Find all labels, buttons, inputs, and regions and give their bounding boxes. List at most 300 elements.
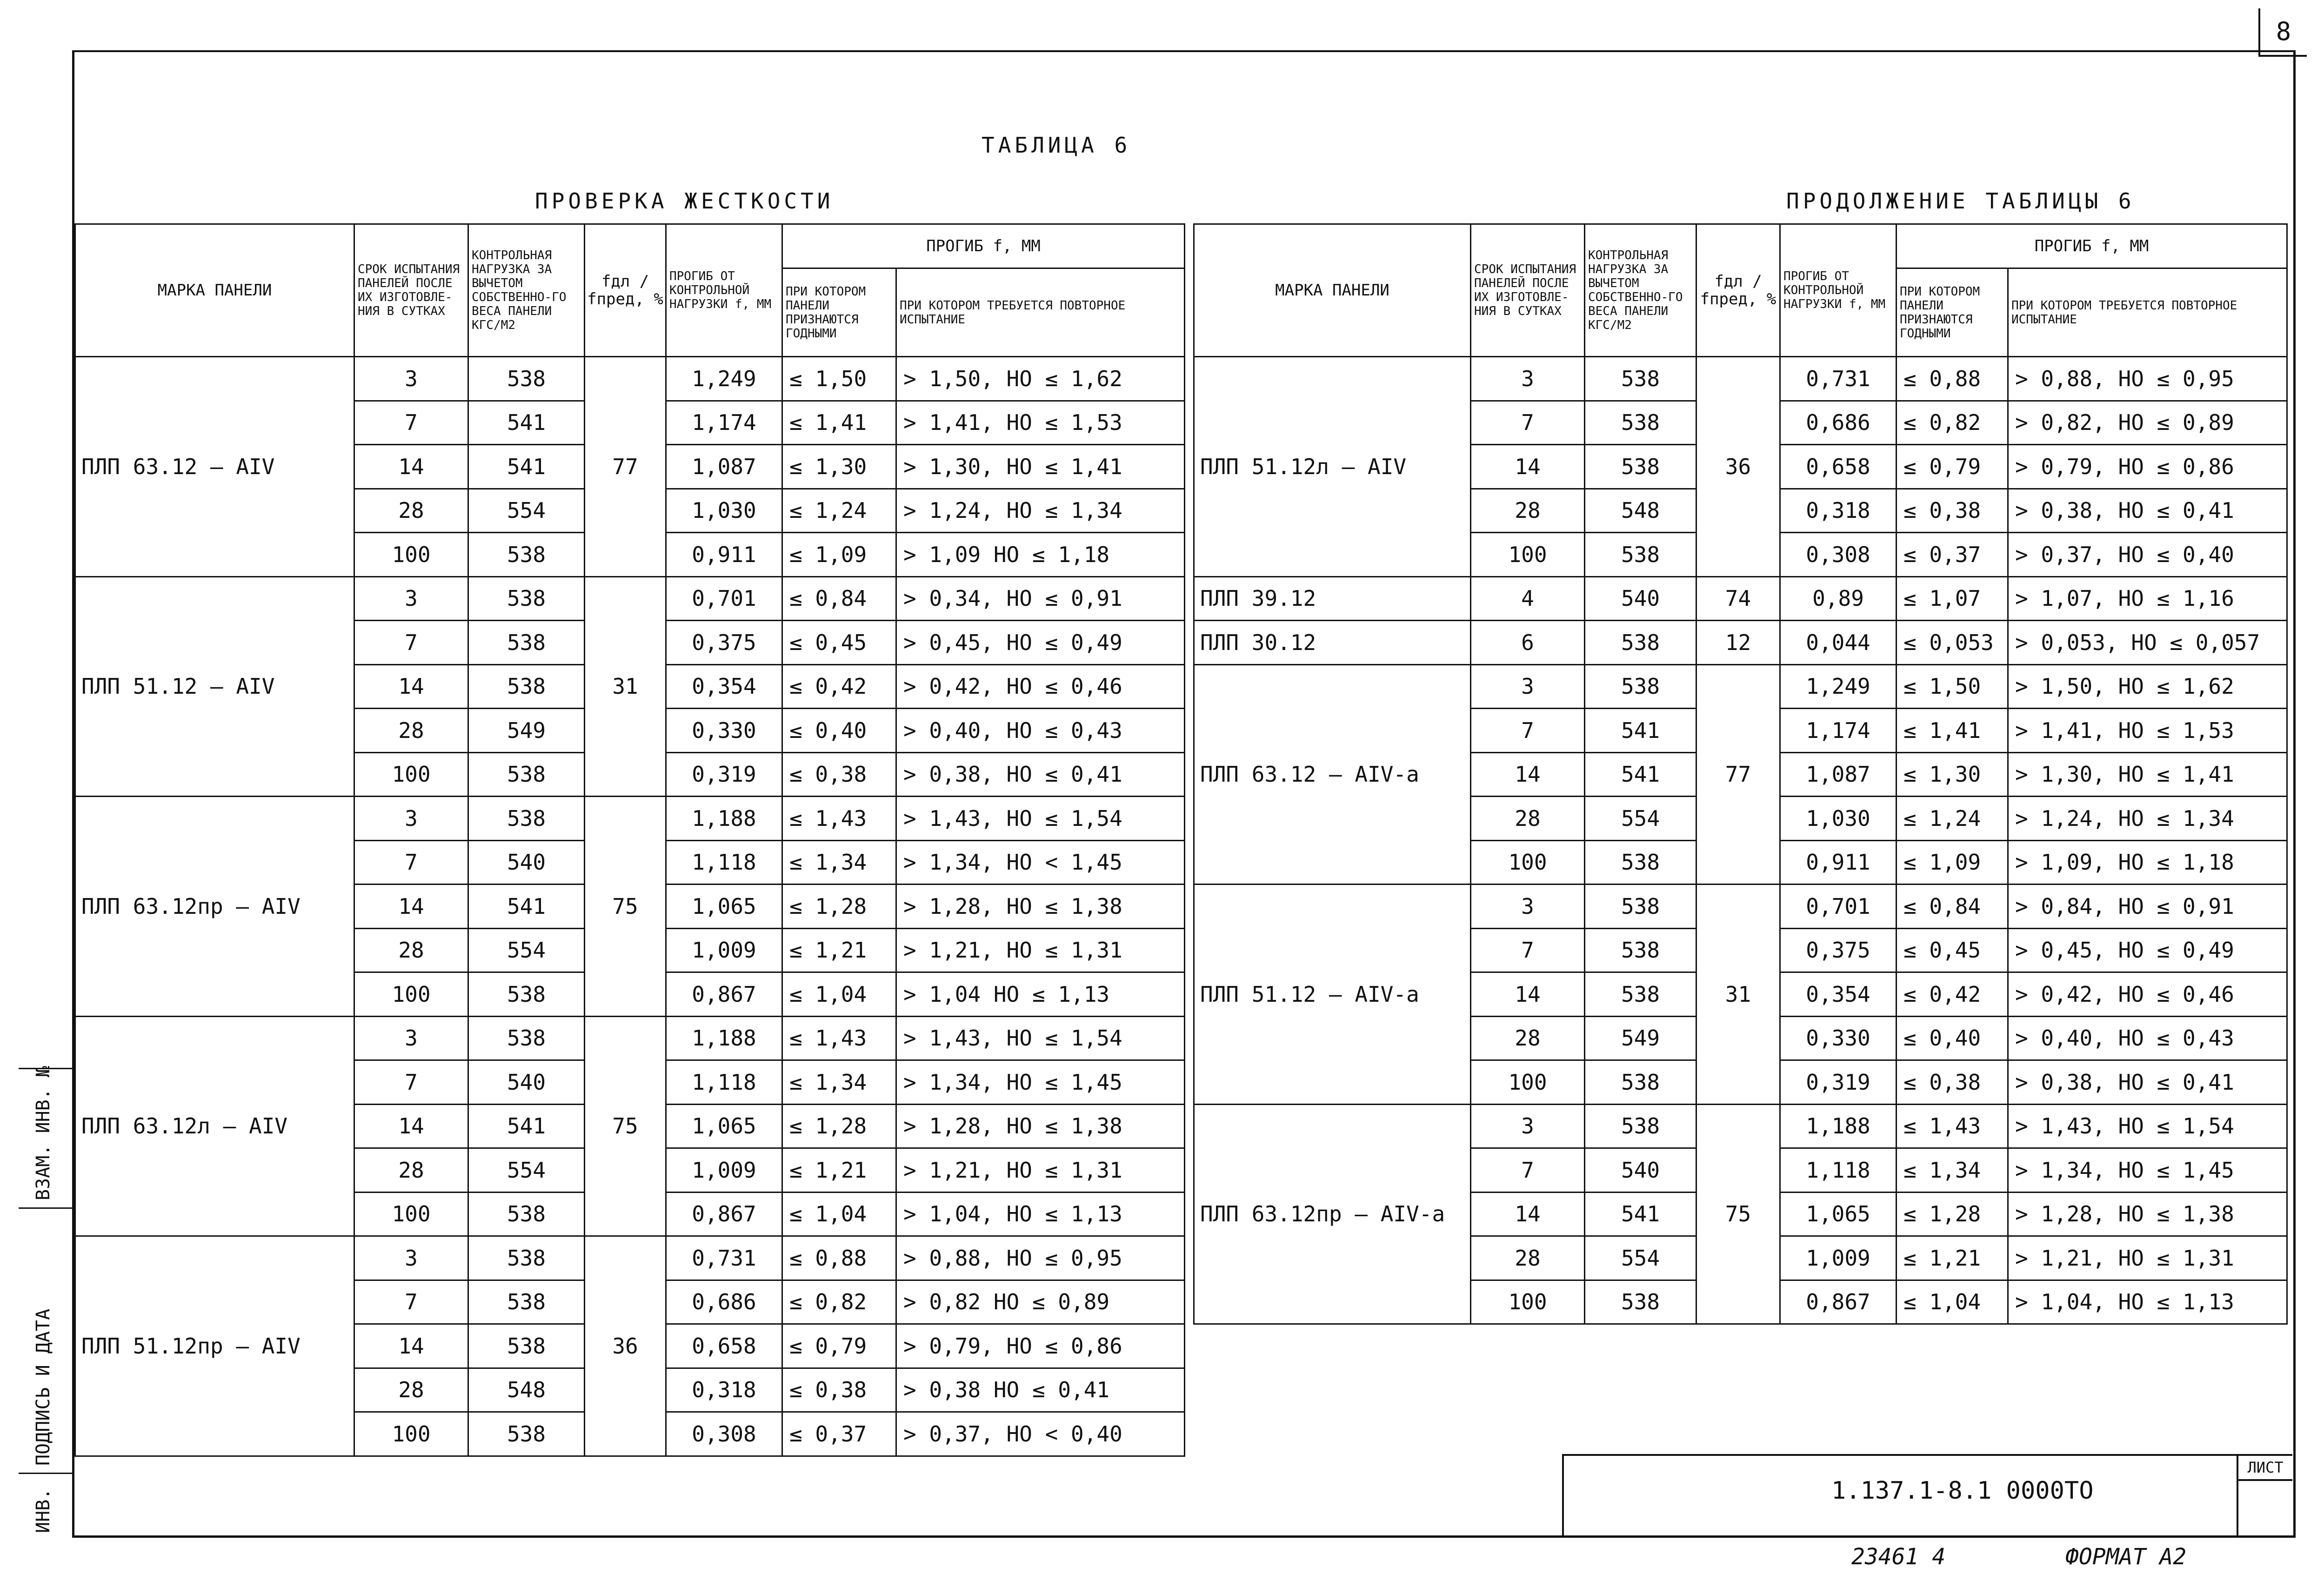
control-deflection-cell: 1,188 — [666, 1016, 782, 1060]
fit-cell: ≤ 1,07 — [1897, 576, 2008, 621]
load-cell: 538 — [1585, 1280, 1696, 1324]
control-deflection-cell: 0,319 — [1780, 1060, 1897, 1105]
control-deflection-cell: 1,118 — [1780, 1148, 1897, 1193]
control-deflection-cell: 1,065 — [666, 884, 782, 929]
retest-cell: > 1,04, НО ≤ 1,13 — [2008, 1280, 2287, 1324]
fit-cell: ≤ 0,38 — [782, 1368, 896, 1412]
r-header-mark: МАРКА ПАНЕЛИ — [1194, 224, 1471, 357]
ratio-cell: 75 — [585, 1016, 666, 1236]
load-cell: 538 — [1585, 664, 1696, 709]
retest-cell: > 0,37, НО ≤ 0,40 — [2008, 533, 2287, 577]
retest-cell: > 0,42, НО ≤ 0,46 — [896, 664, 1185, 709]
term-cell: 28 — [354, 489, 468, 533]
ratio-cell: 74 — [1696, 576, 1780, 621]
header-load: КОНТРОЛЬНАЯ НАГРУЗКА ЗА ВЫЧЕТОМ СОБСТВЕННО-ГО ВЕСА ПАНЕЛИ КГС/М2 — [468, 224, 585, 357]
load-cell: 548 — [468, 1368, 585, 1412]
retest-cell: > 0,88, НО ≤ 0,95 — [896, 1236, 1185, 1280]
term-cell: 28 — [354, 1148, 468, 1193]
retest-cell: > 0,34, НО ≤ 0,91 — [896, 576, 1185, 621]
fit-cell: ≤ 1,41 — [782, 401, 896, 445]
load-cell: 538 — [468, 1236, 585, 1280]
left-table-title: ПРОВЕРКА ЖЕСТКОСТИ — [535, 188, 834, 214]
fit-cell: ≤ 1,34 — [782, 840, 896, 884]
control-deflection-cell: 0,911 — [666, 533, 782, 577]
term-cell: 3 — [1471, 884, 1585, 929]
fit-cell: ≤ 0,38 — [1897, 489, 2008, 533]
retest-cell: > 1,04 НО ≤ 1,13 — [896, 972, 1185, 1017]
ratio-cell: 77 — [1696, 664, 1780, 884]
right-table-title: ПРОДОЛЖЕНИЕ ТАБЛИЦЫ 6 — [1786, 188, 2135, 214]
load-cell: 538 — [1585, 445, 1696, 489]
retest-cell: > 0,84, НО ≤ 0,91 — [2008, 884, 2287, 929]
control-deflection-cell: 1,009 — [1780, 1236, 1897, 1280]
retest-cell: > 0,45, НО ≤ 0,49 — [2008, 928, 2287, 972]
control-deflection-cell: 1,065 — [666, 1104, 782, 1148]
retest-cell: > 1,34, НО < 1,45 — [896, 840, 1185, 884]
load-cell: 538 — [468, 1192, 585, 1236]
term-cell: 100 — [354, 972, 468, 1017]
ratio-cell: 31 — [1696, 884, 1780, 1105]
retest-cell: > 0,42, НО ≤ 0,46 — [2008, 972, 2287, 1017]
control-deflection-cell: 1,087 — [666, 445, 782, 489]
load-cell: 538 — [468, 972, 585, 1017]
load-cell: 538 — [468, 664, 585, 709]
ratio-cell: 77 — [585, 357, 666, 577]
load-cell: 538 — [1585, 533, 1696, 577]
control-deflection-cell: 0,731 — [666, 1236, 782, 1280]
load-cell: 541 — [468, 401, 585, 445]
control-deflection-cell: 1,009 — [666, 1148, 782, 1193]
retest-cell: > 1,41, НО ≤ 1,53 — [2008, 709, 2287, 753]
control-deflection-cell: 0,044 — [1780, 621, 1897, 665]
fit-cell: ≤ 1,43 — [1897, 1104, 2008, 1148]
fit-cell: ≤ 1,50 — [782, 357, 896, 401]
fit-cell: ≤ 0,82 — [1897, 401, 2008, 445]
r-header-load: КОНТРОЛЬНАЯ НАГРУЗКА ЗА ВЫЧЕТОМ СОБСТВЕННО-ГО ВЕСА ПАНЕЛИ КГС/М2 — [1585, 224, 1696, 357]
term-cell: 100 — [354, 1192, 468, 1236]
fit-cell: ≤ 0,79 — [1897, 445, 2008, 489]
panel-mark: ПЛП 63.12пр — АIV-а — [1194, 1104, 1471, 1324]
load-cell: 538 — [1585, 357, 1696, 401]
header-term: СРОК ИСПЫТАНИЯ ПАНЕЛЕЙ ПОСЛЕ ИХ ИЗГОТОВЛЕ-НИЯ В СУТКАХ — [354, 224, 468, 357]
ratio-cell: 31 — [585, 576, 666, 797]
retest-cell: > 1,04, НО ≤ 1,13 — [896, 1192, 1185, 1236]
header-fit: ПРИ КОТОРОМ ПАНЕЛИ ПРИЗНАЮТСЯ ГОДНЫМИ — [782, 268, 896, 357]
term-cell: 4 — [1471, 576, 1585, 621]
control-deflection-cell: 0,911 — [1780, 840, 1897, 884]
control-deflection-cell: 0,867 — [666, 1192, 782, 1236]
fit-cell: ≤ 0,88 — [1897, 357, 2008, 401]
control-deflection-cell: 0,867 — [1780, 1280, 1897, 1324]
fit-cell: ≤ 1,43 — [782, 1016, 896, 1060]
retest-cell: > 1,21, НО ≤ 1,31 — [2008, 1236, 2287, 1280]
bottom-border — [72, 1535, 2296, 1538]
r-header-retest: ПРИ КОТОРОМ ТРЕБУЕТСЯ ПОВТОРНОЕ ИСПЫТАНИЕ — [2008, 268, 2287, 357]
term-cell: 7 — [354, 840, 468, 884]
control-deflection-cell: 1,030 — [1780, 797, 1897, 841]
control-deflection-cell: 1,249 — [666, 357, 782, 401]
panel-mark: ПЛП 39.12 — [1194, 576, 1471, 621]
term-cell: 28 — [1471, 489, 1585, 533]
strip-replace-label: ВЗАМ. ИНВ. № — [33, 1066, 54, 1200]
retest-cell: > 1,24, НО ≤ 1,34 — [2008, 797, 2287, 841]
term-cell: 100 — [1471, 533, 1585, 577]
term-cell: 7 — [1471, 1148, 1585, 1193]
retest-cell: > 0,88, НО ≤ 0,95 — [2008, 357, 2287, 401]
control-deflection-cell: 1,188 — [1780, 1104, 1897, 1148]
fit-cell: ≤ 1,28 — [782, 884, 896, 929]
load-cell: 554 — [468, 489, 585, 533]
load-cell: 541 — [468, 445, 585, 489]
load-cell: 538 — [1585, 972, 1696, 1017]
load-cell: 538 — [1585, 840, 1696, 884]
retest-cell: > 1,21, НО ≤ 1,31 — [896, 1148, 1185, 1193]
r-header-control: ПРОГИБ ОТ КОНТРОЛЬНОЙ НАГРУЗКИ f, ММ — [1780, 224, 1897, 357]
term-cell: 14 — [1471, 752, 1585, 797]
term-cell: 28 — [1471, 1016, 1585, 1060]
control-deflection-cell: 0,330 — [1780, 1016, 1897, 1060]
term-cell: 14 — [354, 884, 468, 929]
load-cell: 540 — [468, 840, 585, 884]
load-cell: 554 — [468, 928, 585, 972]
retest-cell: > 0,38 НО ≤ 0,41 — [896, 1368, 1185, 1412]
load-cell: 540 — [1585, 576, 1696, 621]
load-cell: 554 — [1585, 1236, 1696, 1280]
control-deflection-cell: 0,658 — [1780, 445, 1897, 489]
ratio-cell: 36 — [1696, 357, 1780, 577]
load-cell: 538 — [1585, 401, 1696, 445]
retest-cell: > 0,82, НО ≤ 0,89 — [2008, 401, 2287, 445]
retest-cell: > 1,21, НО ≤ 1,31 — [896, 928, 1185, 972]
fit-cell: ≤ 1,09 — [1897, 840, 2008, 884]
table-caption: ТАБЛИЦА 6 — [982, 133, 1131, 158]
term-cell: 3 — [354, 1016, 468, 1060]
term-cell: 100 — [354, 533, 468, 577]
fit-cell: ≤ 1,24 — [782, 489, 896, 533]
term-cell: 100 — [354, 752, 468, 797]
inventory-number: 23461 4 — [1851, 1544, 1946, 1570]
header-deflection: ПРОГИБ f, ММ — [782, 224, 1185, 268]
load-cell: 538 — [468, 1324, 585, 1368]
strip-divider — [19, 1473, 72, 1474]
term-cell: 28 — [354, 709, 468, 753]
control-deflection-cell: 0,658 — [666, 1324, 782, 1368]
fit-cell: ≤ 1,50 — [1897, 664, 2008, 709]
load-cell: 538 — [468, 1016, 585, 1060]
panel-mark: ПЛП 51.12 — АIV-а — [1194, 884, 1471, 1105]
table-row — [75, 576, 1185, 621]
fit-cell: ≤ 0,84 — [782, 576, 896, 621]
ratio-cell: 75 — [585, 797, 666, 1017]
term-cell: 3 — [354, 1236, 468, 1280]
header-control: ПРОГИБ ОТ КОНТРОЛЬНОЙ НАГРУЗКИ f, ММ — [666, 224, 782, 357]
load-cell: 549 — [1585, 1016, 1696, 1060]
term-cell: 3 — [1471, 357, 1585, 401]
load-cell: 538 — [468, 1412, 585, 1456]
header-mark: МАРКА ПАНЕЛИ — [75, 224, 354, 357]
retest-cell: > 1,09, НО ≤ 1,18 — [2008, 840, 2287, 884]
load-cell: 549 — [468, 709, 585, 753]
panel-mark: ПЛП 63.12 — АIV — [75, 357, 354, 577]
term-cell: 3 — [1471, 1104, 1585, 1148]
retest-cell: > 0,38, НО ≤ 0,41 — [2008, 489, 2287, 533]
r-header-fit: ПРИ КОТОРОМ ПАНЕЛИ ПРИЗНАЮТСЯ ГОДНЫМИ — [1897, 268, 2008, 357]
table-row — [1194, 664, 2287, 709]
term-cell: 14 — [354, 1324, 468, 1368]
term-cell: 100 — [354, 1412, 468, 1456]
left-stiffness-table — [74, 223, 1185, 1457]
load-cell: 538 — [1585, 621, 1696, 665]
fit-cell: ≤ 1,24 — [1897, 797, 2008, 841]
control-deflection-cell: 0,354 — [1780, 972, 1897, 1017]
fit-cell: ≤ 0,053 — [1897, 621, 2008, 665]
retest-cell: > 1,07, НО ≤ 1,16 — [2008, 576, 2287, 621]
panel-mark: ПЛП 51.12пр — АIV — [75, 1236, 354, 1456]
retest-cell: > 0,37, НО < 0,40 — [896, 1412, 1185, 1456]
control-deflection-cell: 0,318 — [666, 1368, 782, 1412]
retest-cell: > 1,34, НО ≤ 1,45 — [896, 1060, 1185, 1105]
panel-mark: ПЛП 63.12л — АIV — [75, 1016, 354, 1236]
control-deflection-cell: 1,249 — [1780, 664, 1897, 709]
table-row — [1194, 621, 2287, 665]
load-cell: 541 — [468, 884, 585, 929]
retest-cell: > 1,28, НО ≤ 1,38 — [896, 884, 1185, 929]
retest-cell: > 0,40, НО ≤ 0,43 — [896, 709, 1185, 753]
retest-cell: > 1,50, НО ≤ 1,62 — [2008, 664, 2287, 709]
control-deflection-cell: 0,318 — [1780, 489, 1897, 533]
fit-cell: ≤ 1,04 — [782, 1192, 896, 1236]
fit-cell: ≤ 1,28 — [1897, 1192, 2008, 1236]
table-row — [1194, 357, 2287, 401]
table-row — [1194, 1104, 2287, 1148]
load-cell: 554 — [1585, 797, 1696, 841]
strip-inv-label: ИНВ. — [33, 1488, 54, 1533]
control-deflection-cell: 0,701 — [1780, 884, 1897, 929]
panel-mark: ПЛП 63.12 — АIV-а — [1194, 664, 1471, 884]
control-deflection-cell: 1,009 — [666, 928, 782, 972]
fit-cell: ≤ 1,34 — [782, 1060, 896, 1105]
load-cell: 538 — [1585, 1060, 1696, 1105]
right-continuation-table — [1193, 223, 2288, 1325]
r-header-ratio: fдл / fпред, % — [1696, 224, 1780, 357]
fit-cell: ≤ 0,82 — [782, 1280, 896, 1324]
control-deflection-cell: 1,188 — [666, 797, 782, 841]
term-cell: 3 — [354, 576, 468, 621]
panel-mark: ПЛП 51.12 — АIV — [75, 576, 354, 797]
control-deflection-cell: 0,330 — [666, 709, 782, 753]
sheet-label: ЛИСТ — [2238, 1456, 2292, 1481]
load-cell: 538 — [1585, 884, 1696, 929]
fit-cell: ≤ 1,28 — [782, 1104, 896, 1148]
load-cell: 541 — [1585, 1192, 1696, 1236]
control-deflection-cell: 0,375 — [1780, 928, 1897, 972]
term-cell: 14 — [354, 445, 468, 489]
load-cell: 540 — [468, 1060, 585, 1105]
load-cell: 538 — [1585, 1104, 1696, 1148]
term-cell: 14 — [1471, 1192, 1585, 1236]
fit-cell: ≤ 1,09 — [782, 533, 896, 577]
retest-cell: > 1,43, НО ≤ 1,54 — [896, 797, 1185, 841]
fit-cell: ≤ 0,42 — [1897, 972, 2008, 1017]
fit-cell: ≤ 0,84 — [1897, 884, 2008, 929]
fit-cell: ≤ 1,21 — [1897, 1236, 2008, 1280]
load-cell: 538 — [468, 533, 585, 577]
load-cell: 538 — [468, 1280, 585, 1324]
control-deflection-cell: 0,701 — [666, 576, 782, 621]
strip-divider — [19, 1207, 72, 1209]
fit-cell: ≤ 1,04 — [782, 972, 896, 1017]
fit-cell: ≤ 0,45 — [1897, 928, 2008, 972]
term-cell: 14 — [354, 1104, 468, 1148]
load-cell: 541 — [1585, 709, 1696, 753]
term-cell: 7 — [1471, 401, 1585, 445]
control-deflection-cell: 0,731 — [1780, 357, 1897, 401]
fit-cell: ≤ 0,42 — [782, 664, 896, 709]
term-cell: 28 — [1471, 797, 1585, 841]
load-cell: 538 — [468, 797, 585, 841]
retest-cell: > 0,38, НО ≤ 0,41 — [896, 752, 1185, 797]
load-cell: 538 — [468, 576, 585, 621]
table-row — [1194, 576, 2287, 621]
control-deflection-cell: 0,867 — [666, 972, 782, 1017]
fit-cell: ≤ 0,40 — [1897, 1016, 2008, 1060]
load-cell: 538 — [468, 621, 585, 665]
retest-cell: > 1,34, НО ≤ 1,45 — [2008, 1148, 2287, 1193]
r-header-deflection: ПРОГИБ f, ММ — [1897, 224, 2287, 268]
strip-sign-label: ПОДПИСЬ И ДАТА — [33, 1308, 54, 1466]
left-margin-strip — [19, 1068, 72, 1538]
retest-cell: > 0,82 НО ≤ 0,89 — [896, 1280, 1185, 1324]
header-ratio: fдл / fпред, % — [585, 224, 666, 357]
retest-cell: > 1,50, НО ≤ 1,62 — [896, 357, 1185, 401]
control-deflection-cell: 1,030 — [666, 489, 782, 533]
fit-cell: ≤ 0,40 — [782, 709, 896, 753]
fit-cell: ≤ 1,21 — [782, 928, 896, 972]
retest-cell: > 1,30, НО ≤ 1,41 — [896, 445, 1185, 489]
title-block — [1562, 1454, 2292, 1535]
term-cell: 100 — [1471, 1280, 1585, 1324]
fit-cell: ≤ 1,41 — [1897, 709, 2008, 753]
control-deflection-cell: 0,354 — [666, 664, 782, 709]
term-cell: 28 — [1471, 1236, 1585, 1280]
load-cell: 554 — [468, 1148, 585, 1193]
retest-cell: > 1,43, НО ≤ 1,54 — [896, 1016, 1185, 1060]
term-cell: 100 — [1471, 840, 1585, 884]
term-cell: 14 — [354, 664, 468, 709]
r-header-term: СРОК ИСПЫТАНИЯ ПАНЕЛЕЙ ПОСЛЕ ИХ ИЗГОТОВЛЕ-НИЯ В СУТКАХ — [1471, 224, 1585, 357]
control-deflection-cell: 0,308 — [1780, 533, 1897, 577]
term-cell: 7 — [354, 1060, 468, 1105]
term-cell: 6 — [1471, 621, 1585, 665]
fit-cell: ≤ 0,79 — [782, 1324, 896, 1368]
ratio-cell: 12 — [1696, 621, 1780, 665]
control-deflection-cell: 1,118 — [666, 840, 782, 884]
panel-mark: ПЛП 63.12пр — АIV — [75, 797, 354, 1017]
retest-cell: > 0,40, НО ≤ 0,43 — [2008, 1016, 2287, 1060]
control-deflection-cell: 0,319 — [666, 752, 782, 797]
document-code: 1.137.1-8.1 0000ТО — [1831, 1477, 2094, 1505]
format-label: ФОРМАТ А2 — [2065, 1544, 2187, 1570]
term-cell: 7 — [1471, 928, 1585, 972]
control-deflection-cell: 1,118 — [666, 1060, 782, 1105]
control-deflection-cell: 0,686 — [1780, 401, 1897, 445]
table-row — [75, 1236, 1185, 1280]
term-cell: 3 — [1471, 664, 1585, 709]
load-cell: 548 — [1585, 489, 1696, 533]
control-deflection-cell: 1,174 — [666, 401, 782, 445]
retest-cell: > 0,053, НО ≤ 0,057 — [2008, 621, 2287, 665]
retest-cell: > 0,38, НО ≤ 0,41 — [2008, 1060, 2287, 1105]
load-cell: 538 — [468, 752, 585, 797]
fit-cell: ≤ 0,37 — [1897, 533, 2008, 577]
term-cell: 28 — [354, 1368, 468, 1412]
fit-cell: ≤ 1,30 — [782, 445, 896, 489]
retest-cell: > 1,24, НО ≤ 1,34 — [896, 489, 1185, 533]
term-cell: 28 — [354, 928, 468, 972]
fit-cell: ≤ 0,45 — [782, 621, 896, 665]
load-cell: 538 — [468, 357, 585, 401]
retest-cell: > 1,41, НО ≤ 1,53 — [896, 401, 1185, 445]
fit-cell: ≤ 0,88 — [782, 1236, 896, 1280]
load-cell: 541 — [468, 1104, 585, 1148]
fit-cell: ≤ 0,38 — [1897, 1060, 2008, 1105]
ratio-cell: 36 — [585, 1236, 666, 1456]
term-cell: 14 — [1471, 972, 1585, 1017]
term-cell: 7 — [354, 621, 468, 665]
retest-cell: > 1,28, НО ≤ 1,38 — [2008, 1192, 2287, 1236]
retest-cell: > 0,45, НО ≤ 0,49 — [896, 621, 1185, 665]
retest-cell: > 1,28, НО ≤ 1,38 — [896, 1104, 1185, 1148]
retest-cell: > 0,79, НО ≤ 0,86 — [896, 1324, 1185, 1368]
table-row — [75, 797, 1185, 841]
fit-cell: ≤ 0,38 — [782, 752, 896, 797]
control-deflection-cell: 0,686 — [666, 1280, 782, 1324]
load-cell: 540 — [1585, 1148, 1696, 1193]
fit-cell: ≤ 1,43 — [782, 797, 896, 841]
ratio-cell: 75 — [1696, 1104, 1780, 1324]
control-deflection-cell: 0,375 — [666, 621, 782, 665]
header-retest: ПРИ КОТОРОМ ТРЕБУЕТСЯ ПОВТОРНОЕ ИСПЫТАНИЕ — [896, 268, 1185, 357]
table-row — [75, 357, 1185, 401]
panel-mark: ПЛП 30.12 — [1194, 621, 1471, 665]
load-cell: 541 — [1585, 752, 1696, 797]
table-row — [75, 1016, 1185, 1060]
fit-cell: ≤ 0,37 — [782, 1412, 896, 1456]
retest-cell: > 1,43, НО ≤ 1,54 — [2008, 1104, 2287, 1148]
control-deflection-cell: 1,065 — [1780, 1192, 1897, 1236]
term-cell: 14 — [1471, 445, 1585, 489]
control-deflection-cell: 0,89 — [1780, 576, 1897, 621]
table-row — [1194, 884, 2287, 929]
fit-cell: ≤ 1,04 — [1897, 1280, 2008, 1324]
control-deflection-cell: 1,087 — [1780, 752, 1897, 797]
term-cell: 3 — [354, 797, 468, 841]
term-cell: 7 — [354, 1280, 468, 1324]
retest-cell: > 1,09 НО ≤ 1,18 — [896, 533, 1185, 577]
control-deflection-cell: 0,308 — [666, 1412, 782, 1456]
fit-cell: ≤ 1,21 — [782, 1148, 896, 1193]
sheet-cell — [2237, 1456, 2292, 1537]
term-cell: 7 — [1471, 709, 1585, 753]
sheet-number: 8 — [2258, 8, 2307, 57]
term-cell: 3 — [354, 357, 468, 401]
control-deflection-cell: 1,174 — [1780, 709, 1897, 753]
term-cell: 100 — [1471, 1060, 1585, 1105]
retest-cell: > 1,30, НО ≤ 1,41 — [2008, 752, 2287, 797]
term-cell: 7 — [354, 401, 468, 445]
panel-mark: ПЛП 51.12л — АIV — [1194, 357, 1471, 577]
load-cell: 538 — [1585, 928, 1696, 972]
